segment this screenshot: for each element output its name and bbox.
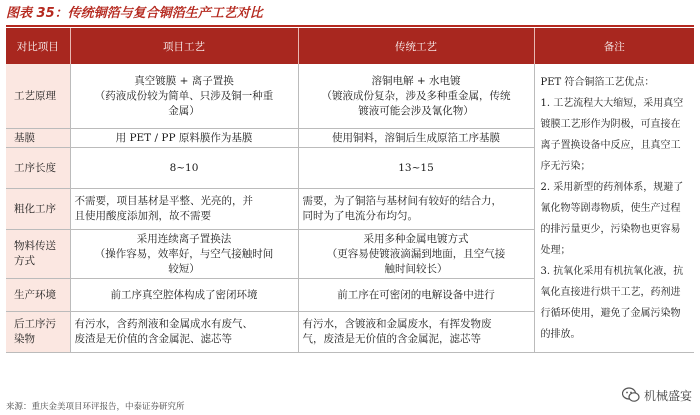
- row-label: 物料传送方式: [6, 230, 70, 279]
- cell-old: 需要，为了铜箔与基材间有较好的结合力， 同时为了电流分布均匀。: [298, 189, 534, 230]
- header-new-process: 项目工艺: [70, 28, 298, 64]
- table-row: [6, 64, 694, 129]
- table-header-row: [6, 28, 694, 64]
- row-label: 工艺原理: [6, 64, 70, 129]
- cell-new: 前工序真空腔体构成了密闭环境: [70, 279, 298, 312]
- header-traditional-process: 传统工艺: [298, 28, 534, 64]
- cell-new: 有污水，含药剂液和金属成水有废气、 废渣是无价值的含金属泥、滤芯等: [70, 312, 298, 353]
- title-rule: [6, 25, 694, 27]
- header-item: 对比项目: [6, 28, 70, 64]
- cell-old: 13~15: [298, 148, 534, 189]
- watermark: [622, 384, 692, 406]
- cell-new: 8~10: [70, 148, 298, 189]
- comparison-table: [6, 28, 694, 353]
- row-label: 粗化工序: [6, 189, 70, 230]
- cell-old: 使用铜料，溶铜后生成原箔工序基膜: [298, 129, 534, 148]
- watermark-text: 机械盛宴: [643, 388, 692, 403]
- notes-cell: PET 符合铜箔工艺优点： 1. 工艺流程大大缩短，采用真空镀膜工艺形作为阴极，可直接在离子置换设备中反应，且真空工序无污染； 2. 采用新型的药剂体系，规避了氰化物等剧毒物质，使生产过程的排污量更少，污染物也更容易处理； 3. 抗氧化采用有机抗氧化液，抗氧化直接进行烘干工艺，药剂进行循环使用，避免了金属污染物的排放。: [534, 64, 694, 353]
- row-label: 生产环境: [6, 279, 70, 312]
- cell-new: 采用连续离子置换法 （操作容易，效率好，与空气接触时间 较短）: [70, 230, 298, 279]
- figure-title: 图表 35：传统铜箔与复合铜箔生产工艺对比: [6, 6, 263, 21]
- row-label: 后工序污染物: [6, 312, 70, 353]
- row-label: 工序长度: [6, 148, 70, 189]
- cell-old: 采用多种金属电镀方式 （更容易使镀液滴漏到地面，且空气接 触时间较长）: [298, 230, 534, 279]
- header-notes: 备注: [534, 28, 694, 64]
- cell-old: 有污水，含镀液和金属废水，有挥发物废 气，废渣是无价值的含金属泥，滤芯等: [298, 312, 534, 353]
- row-label: 基膜: [6, 129, 70, 148]
- cell-old: 溶铜电解 + 水电镀 （镀液成份复杂，涉及多种重金属，传统 镀液可能会涉及氰化物）: [298, 64, 534, 129]
- cell-new: 不需要，项目基材是平整、光亮的，并 且使用酸度添加剂，故不需要: [70, 189, 298, 230]
- cell-new: 用 PET / PP 原料膜作为基膜: [70, 129, 298, 148]
- cell-new: 真空镀膜 + 离子置换 （药液成份较为简单、只涉及铜一种重 金属）: [70, 64, 298, 129]
- cell-old: 前工序在可密闭的电解设备中进行: [298, 279, 534, 312]
- source-note: 来源：重庆金美项目环评报告，中泰证券研究所: [6, 402, 185, 412]
- wechat-icon: [622, 387, 640, 403]
